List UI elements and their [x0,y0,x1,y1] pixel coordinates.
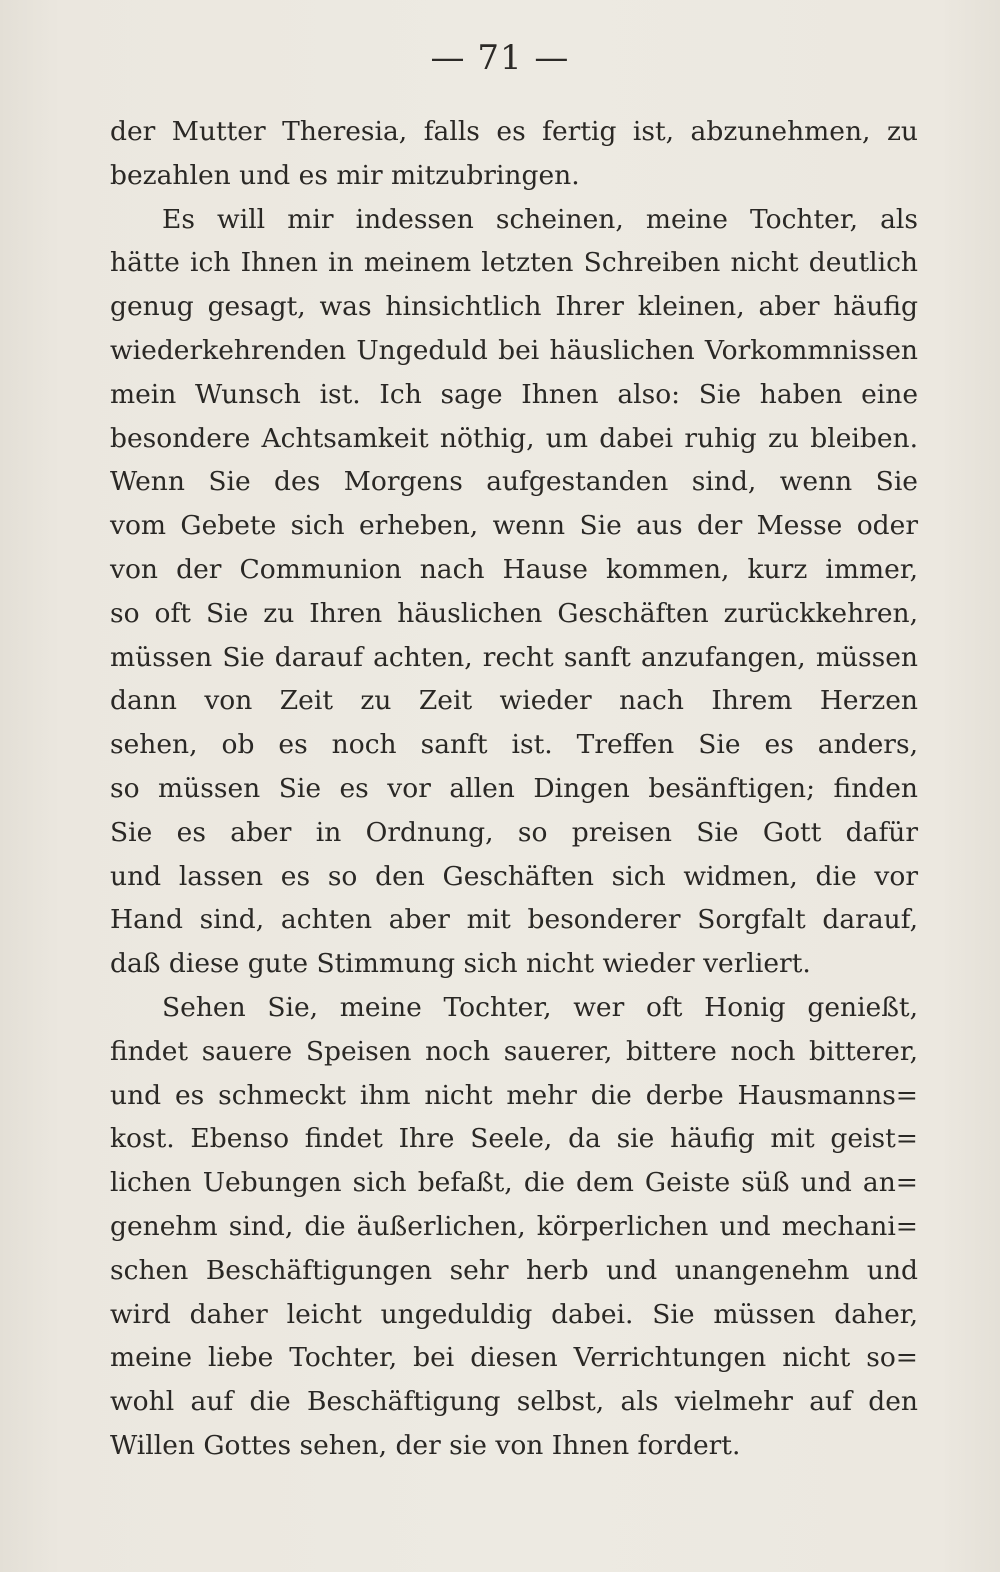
text-line: und lassen es so den Geschäften sich widmen, die vor [110,860,918,892]
text-line: Hand sind, achten aber mit besonderer Sorgfalt darauf, [110,904,918,936]
text-line: Wenn Sie des Morgens aufgestanden sind, wenn Sie [110,466,918,498]
text-line: wiederkehrenden Ungeduld bei häuslichen Vorkommnissen [110,334,918,366]
text-line: mein Wunsch ist. Ich sage Ihnen also: Sie haben eine [110,378,918,410]
text-line: lichen Uebungen sich befaßt, die dem Geiste süß und an= [110,1167,918,1199]
text-line: findet sauere Speisen noch sauerer, bittere noch bitterer, [110,1035,918,1067]
text-line: und es schmeckt ihm nicht mehr die derbe Hausmanns= [110,1079,918,1111]
text-line: vom Gebete sich erheben, wenn Sie aus der Messe oder [110,510,918,542]
text-line: so müssen Sie es vor allen Dingen besänftigen; finden [110,772,918,804]
text-line: kost. Ebenso findet Ihre Seele, da sie häufig mit geist= [110,1123,918,1155]
text-line: wohl auf die Beschäftigung selbst, als vielmehr auf den [110,1386,918,1418]
text-line: daß diese gute Stimmung sich nicht wieder verliert. [110,948,811,980]
text-line: müssen Sie darauf achten, recht sanft anzufangen, müssen [110,641,918,673]
text-line: genug gesagt, was hinsichtlich Ihrer kleinen, aber häufig [110,291,918,323]
text-line: besondere Achtsamkeit nöthig, um dabei ruhig zu bleiben. [110,422,918,454]
text-line: Es will mir indessen scheinen, meine Tochter, als [162,203,918,235]
text-line: genehm sind, die äußerlichen, körperlichen und mechani= [110,1210,918,1242]
text-line: Willen Gottes sehen, der sie von Ihnen fordert. [110,1429,741,1461]
text-line: bezahlen und es mir mitzubringen. [110,159,580,191]
text-line: Sie es aber in Ordnung, so preisen Sie Gott dafür [110,816,918,848]
body-text [110,110,918,1468]
text-line: sehen, ob es noch sanft ist. Treffen Sie es anders, [110,729,918,761]
text-line: dann von Zeit zu Zeit wieder nach Ihrem Herzen [110,685,918,717]
text-line: schen Beschäftigungen sehr herb und unangenehm und [110,1254,918,1286]
text-line: so oft Sie zu Ihren häuslichen Geschäften zurückkehren, [110,597,918,629]
text-line: wird daher leicht ungeduldig dabei. Sie müssen daher, [110,1298,918,1330]
text-line: Sehen Sie, meine Tochter, wer oft Honig genießt, [162,991,918,1023]
text-line: hätte ich Ihnen in meinem letzten Schreiben nicht deutlich [110,247,918,279]
text-line: der Mutter Theresia, falls es fertig ist, abzunehmen, zu [110,116,918,147]
page-number: — 71 — [430,38,570,78]
text-line: von der Communion nach Hause kommen, kurz immer, [110,553,918,585]
text-line: meine liebe Tochter, bei diesen Verrichtungen nicht so= [110,1342,918,1374]
